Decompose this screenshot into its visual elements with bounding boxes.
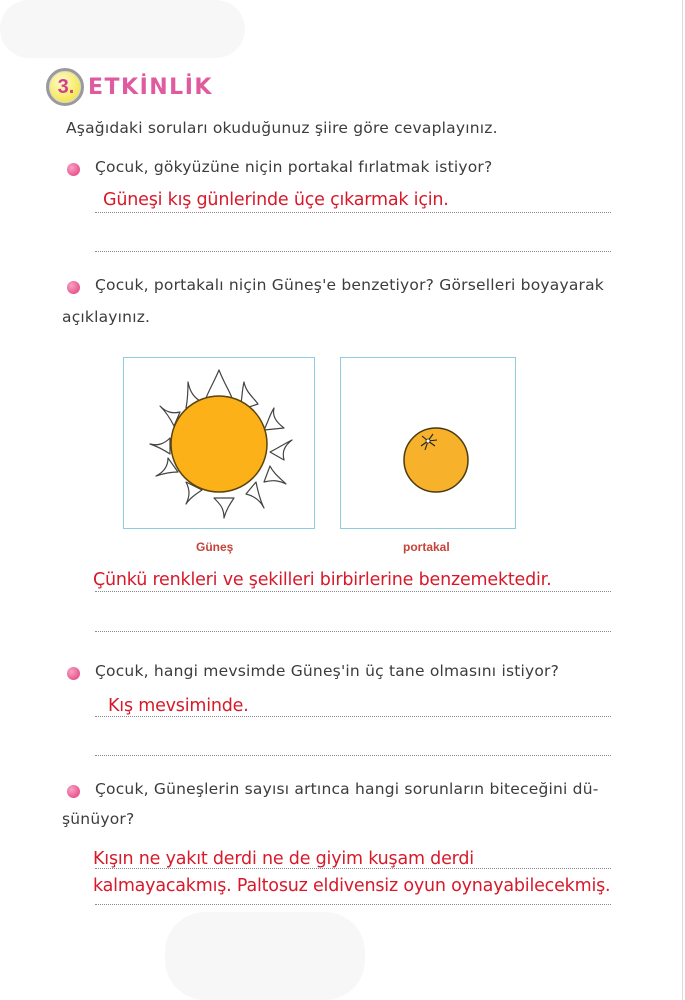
bullet-icon <box>67 281 80 294</box>
bullet-icon <box>67 667 80 680</box>
background-smudge <box>165 912 365 1000</box>
question-1-answer[interactable]: Güneşi kış günlerinde üçe çıkarmak için. <box>103 190 449 210</box>
answer-line <box>95 755 611 756</box>
sun-icon <box>124 358 314 528</box>
answer-line <box>95 904 611 905</box>
sun-caption: Güneş <box>196 540 234 554</box>
answer-line <box>95 212 611 213</box>
orange-fruit-icon <box>341 358 515 528</box>
question-3-answer[interactable]: Kış mevsiminde. <box>108 696 249 716</box>
question-2-text-line1: Çocuk, portakalı niçin Güneş'e benzetiyor? Görselleri boyayarak <box>95 276 604 294</box>
question-1-text: Çocuk, gökyüzüne niçin portakal fırlatmak istiyor? <box>95 158 493 176</box>
instruction-text: Aşağıdaki soruları okuduğunuz şiire göre cevaplayınız. <box>66 119 498 137</box>
question-4-text-line1: Çocuk, Güneşlerin sayısı artınca hangi sorunların biteceğini dü- <box>95 780 599 798</box>
question-2-text-line2: açıklayınız. <box>62 308 151 326</box>
activity-number-badge <box>46 68 84 106</box>
sun-image-box[interactable] <box>123 357 315 529</box>
answer-line <box>95 716 611 717</box>
activity-number: 3. <box>57 75 75 98</box>
question-3-text: Çocuk, hangi mevsimde Güneş'in üç tane olmasını istiyor? <box>95 662 560 680</box>
bullet-icon <box>67 785 80 798</box>
orange-image-box[interactable] <box>340 357 516 529</box>
question-4-answer-line2[interactable]: kalmayacakmış. Paltosuz eldivensiz oyun oynayabilecekmiş. <box>93 876 611 896</box>
bullet-icon <box>67 163 80 176</box>
activity-heading <box>46 68 213 106</box>
orange-caption: portakal <box>403 540 450 554</box>
activity-title: ETKİNLİK <box>88 74 213 100</box>
background-smudge <box>0 0 245 58</box>
question-4-text-line2: şünüyor? <box>62 810 135 828</box>
question-2-answer[interactable]: Çünkü renkleri ve şekilleri birbirlerine benzemektedir. <box>93 570 552 590</box>
answer-line <box>95 868 611 869</box>
page-edge-line <box>682 0 683 1000</box>
answer-line <box>95 251 611 252</box>
answer-line <box>95 631 611 632</box>
answer-line <box>95 591 611 592</box>
question-4-answer-line1[interactable]: Kışın ne yakıt derdi ne de giyim kuşam derdi <box>93 849 474 869</box>
